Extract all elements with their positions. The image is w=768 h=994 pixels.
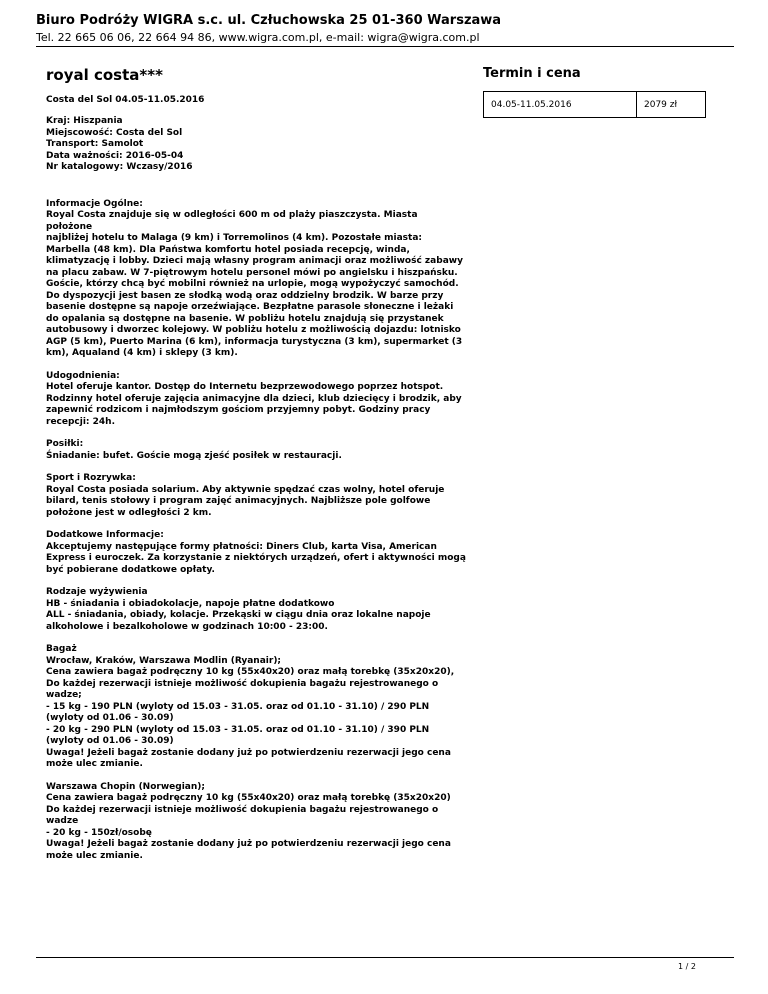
price-row-date: 04.05-11.05.2016 [484,92,637,117]
description-sections [46,199,466,863]
meta-location: Miejscowość: Costa del Sol [46,127,183,138]
section-baggage-norwegian: Warszawa Chopin (Norwegian); Cena zawiera bagaż podręczny 10 kg (55x40x20) oraz małą torebkę (35x20x20) Do każdej rezerwacji istnieje możliwość dokupienia bagażu rejestrowanego o wadze - 20 kg - 150zł/osobę Uwaga! Jeżeli bagaż zostanie dodany już po potwierdzeniu rezerwacji jego cena może ulec zmianie. [46,781,451,861]
section-amenities: Udogodnienia: Hotel oferuje kantor. Dostęp do Internetu bezprzewodowego poprzez hotspot. Rodzinny hotel oferuje zajęcia animacyjne dla dzieci, klub dziecięcy i brodzik, aby zapewnić rodzicom i najmłodszym gościom przyjemny pobyt. Godziny pracy recepcji: 24h. [46,370,462,427]
page-number: 1 / 2 [678,962,696,971]
meta-country: Kraj: Hiszpania [46,116,123,126]
meta-transport: Transport: Samolot [46,139,144,149]
meta-catalog-number: Nr katalogowy: Wczasy/2016 [46,162,193,172]
footer-divider [36,957,734,958]
section-additional-info: Dodatkowe Informacje: Akceptujemy następujące formy płatności: Diners Club, karta Visa, American Express i euroczek. Za korzystanie z niektórych urządzeń, ofert i aktywności mogą być pobierane dodatkowe opłaty. [46,530,466,575]
hotel-name: royal costa*** [46,66,163,84]
offer-subtitle: Costa del Sol 04.05-11.05.2016 [46,95,205,105]
section-general-info: Informacje Ogólne: Royal Costa znajduje się w odległości 600 m od plaży piaszczysta. Miasta położone najbliżej hotelu to Malaga (9 km) i Torremolinos (4 km). Pozostałe miasta: Marbella (48 km). Dla Państwa komfortu hotel posiada recepcję, winda, klimatyzację i lobby. Dzieci mają własny program animacji oraz możliwość zabawy na placu zabaw. W 7-piętrowym hotelu personel mówi po angielsku i hiszpańsku. Goście, którzy chcą być mobilni również na urlopie, mogą wypożyczyć samochód. Do dyspozycji jest basen ze słodką wodą oraz oddzielny brodzik. W barze przy basenie dostępne są napoje orzeźwiające. Bezpłatne parasole słoneczne i leżaki do opalania są dostępne na basenie. W pobliżu hotelu znajdują się przystanek autobusowy i dworzec kolejowy. W pobliżu hotelu z możliwością dojazdu: lotnisko AGP (5 km), Puerto Marina (6 km), informacja turystyczna (3 km), supermarket (3 km), Aqualand (4 km) i sklepy (3 km). [46,198,463,358]
meta-validity: Data ważności: 2016-05-04 [46,150,184,161]
section-baggage-ryanair: Bagaż Wrocław, Kraków, Warszawa Modlin (Ryanair); Cena zawiera bagaż podręczny 10 kg (55x40x20) oraz małą torebkę (35x20x20), Do każdej rezerwacji istnieje możliwość dokupienia bagażu rejestrowanego o wadze; - 15 kg - 190 PLN (wyloty od 15.03 - 31.05. oraz od 01.10 - 31.10) / 290 PLN (wyloty od 01.06 - 30.09) - 20 kg - 290 PLN (wyloty od 15.03 - 31.05. oraz od 01.10 - 31.10) / 390 PLN (wyloty od 01.06 - 30.09) Uwaga! Jeżeli bagaż zostanie dodany już po potwierdzeniu rezerwacji jego cena może ulec zmianie. [46,644,455,769]
agency-title: Biuro Podróży WIGRA s.c. ul. Człuchowska 25 01-360 Warszawa [36,13,502,28]
section-meals: Posiłki: Śniadanie: bufet. Goście mogą zjeść posiłek w restauracji. [46,439,342,461]
section-board-types: Rodzaje wyżywienia HB - śniadania i obiadokolacje, napoje płatne dodatkowo ALL - śniadania, obiady, kolacje. Przekąski w ciągu dnia oraz lokalne napoje alkoholowe i bezalkoholowe w godzinach 10:00 - 23:00. [46,587,431,632]
offer-details [46,64,466,873]
price-row-price: 2079 zł [644,99,678,110]
agency-contact: Tel. 22 665 06 06, 22 664 94 86, www.wigra.com.pl, e-mail: wigra@wigra.com.pl [36,31,480,44]
date-price-heading: Termin i cena [483,66,581,81]
price-row [483,91,706,118]
offer-meta [46,116,466,174]
document-header [36,12,501,45]
section-sport-leisure: Sport i Rozrywka: Royal Costa posiada solarium. Aby aktywnie spędzać czas wolny, hotel oferuje bilard, tenis stołowy i program zajęć animacyjnych. Najbliższe pole golfowe położone jest w odległości 2 km. [46,473,445,518]
header-divider [36,46,734,47]
date-price-panel [483,64,706,118]
